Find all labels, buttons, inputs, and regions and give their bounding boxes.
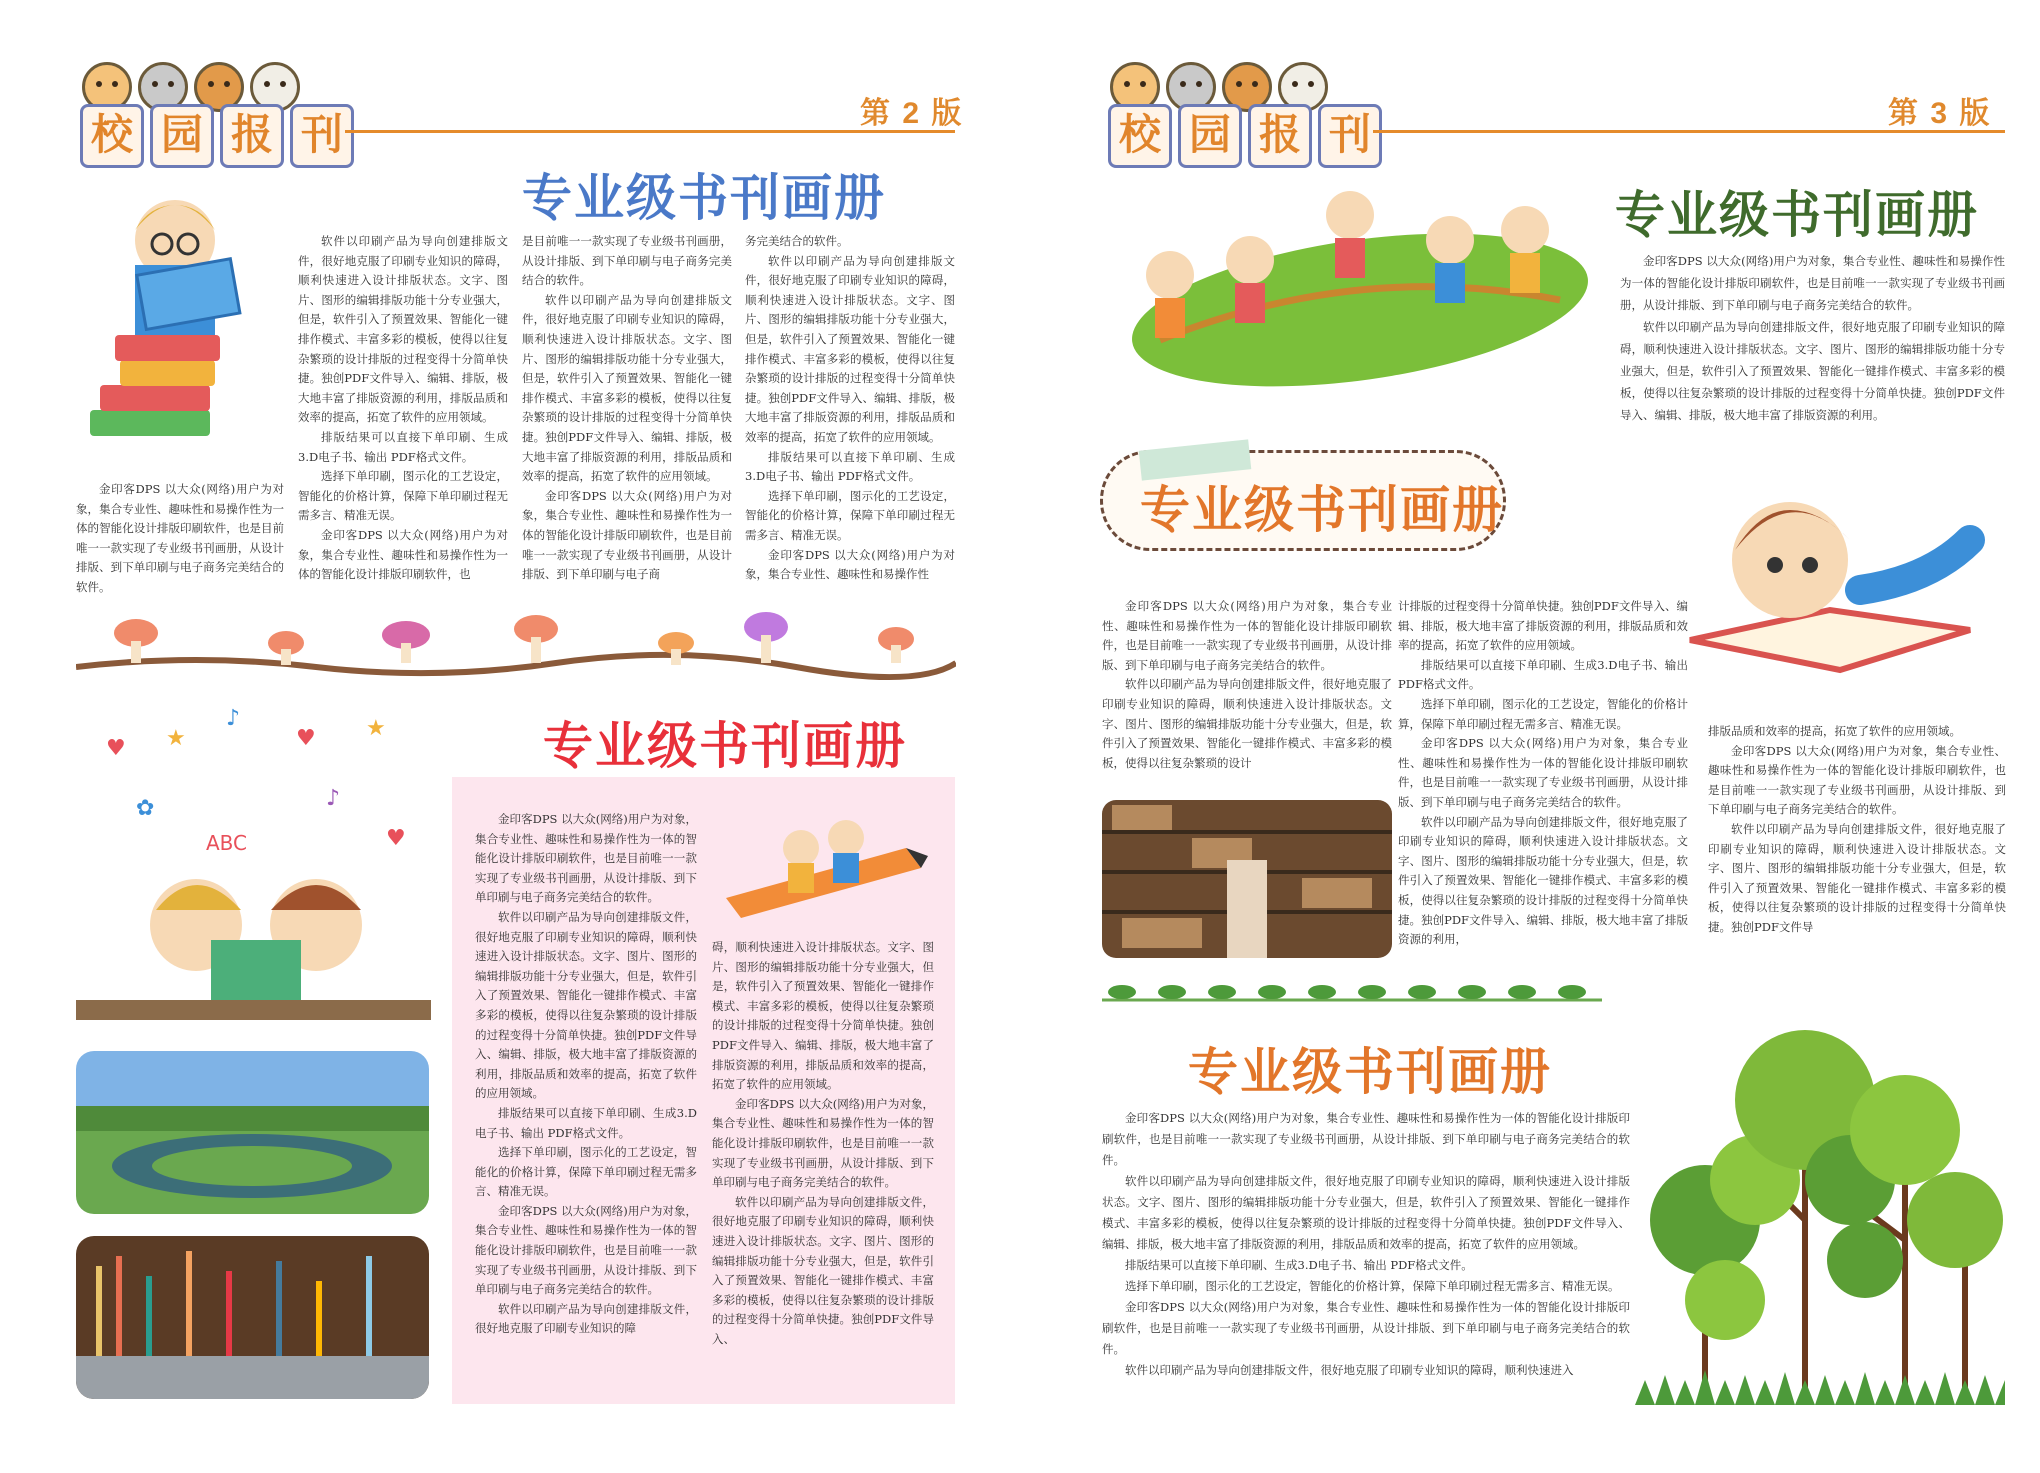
paragraph: 排版品质和效率的提高，拓宽了软件的应用领域。 (1708, 724, 1961, 738)
logo-char: 校 (1108, 104, 1172, 168)
paragraph: 金印客DPS 以大众(网络)用户为对象，集合专业性、趣味性和易操作性为一体的智能化设计排版印刷软件，也是目前唯一一款实现了专业级书刊画册，从设计排版、到下单印刷与电子商务完美结合的软件。 (1102, 1111, 1630, 1167)
svg-text:♥: ♥ (106, 736, 126, 761)
paragraph: 选择下单印刷，图示化的工艺设定，智能化的价格计算，保障下单印刷过程无需多言、精准无误。 (1125, 1279, 1620, 1293)
students-field-photo (76, 1051, 429, 1214)
article-column (76, 480, 284, 598)
paragraph: 金印客DPS 以大众(网络)用户为对象，集合专业性、趣味性和易操作性为一体的智能化设计排版印刷软件，也是目前唯一一款实现了专业级书刊画册，从设计排版、到下单印刷与电子商 (522, 488, 732, 582)
logo-char: 刊 (1318, 104, 1382, 168)
edition-label: 第 2 版 (860, 97, 964, 130)
art-supplies-photo (76, 1236, 429, 1399)
paragraph: 选择下单印刷，图示化的工艺设定，智能化的价格计算，保障下单印刷过程无需多言、精准无误。 (298, 469, 508, 523)
paragraph: 选择下单印刷，图示化的工艺设定，智能化的价格计算，保障下单印刷过程无需多言、精准无误。 (475, 1145, 697, 1199)
paragraph: 排版结果可以直接下单印刷、生成3.D电子书、输出 PDF格式文件。 (475, 1105, 697, 1140)
paragraph: 金印客DPS 以大众(网络)用户为对象，集合专业性、趣味性和易操作性为一体的智能化设计排版印刷软件，也是目前唯一一款实现了专业级书刊画册，从设计排版、到下单印刷与电子商务完美结合的软件。 (1708, 743, 2006, 817)
paragraph: 选择下单印刷，图示化的工艺设定，智能化的价格计算，保障下单印刷过程无需多言、精准无误。 (1398, 696, 1688, 731)
paragraph: 软件以印刷产品为导向创建排版文件，很好地克服了印刷专业知识的障碍，顺利快速进入 (1125, 1363, 1574, 1377)
paragraph: 金印客DPS 以大众(网络)用户为对象，集合专业性、趣味性和易操作性为一体的智能化设计排版印刷软件，也是目前唯一一款实现了专业级书刊画册，从设计排版、到下单印刷与电子商务完美结合的软件。 (1102, 1300, 1630, 1356)
paragraph: 金印客DPS 以大众(网络)用户为对象，集合专业性、趣味性和易操作性为一体的智能化设计排版印刷软件，也是目前唯一一款实现了专业级书刊画册，从设计排版、到下单印刷与电子商务完美结合的软件。 (475, 1203, 697, 1297)
paragraph: 金印客DPS 以大众(网络)用户为对象，集合专业性、趣味性和易操作性为一体的智能化设计排版印刷软件，也是目前唯一一款实现了专业级书刊画册，从设计排版、到下单印刷与电子商务完美结合的软件。 (1620, 254, 2005, 312)
kids-on-pencil-illustration (706, 808, 931, 928)
paragraph: 金印客DPS 以大众(网络)用户为对象，集合专业性、趣味性和易操作性为一体的智能化设计排版印刷软件，也是目前唯一一款实现了专业级书刊画册，从设计排版、到下单印刷与电子商务完美结合的软件。 (475, 812, 697, 905)
paragraph: 软件以印刷产品为导向创建排版文件，很好地克服了印刷专业知识的障碍，顺利快速进入设计排版状态。文字、图片、图形的编辑排版功能十分专业强大，但是，软件引入了预置效果、智能化一键排作模式、丰富多彩的模板，使得以往复杂繁琐的设计排版的过程变得十分简单快捷。独创PDF文件导入、编辑、排版，极大地丰富了排版资源的利用，排版品质和效率的提高，拓宽了软件的应用领域。 (1102, 1174, 1630, 1251)
logo-char: 刊 (290, 104, 354, 168)
paragraph: 金印客DPS 以大众(网络)用户为对象，集合专业性、趣味性和易操作性为一体的智能化设计排版印刷软件，也是目前唯一一款实现了专业级书刊画册，从设计排版、到下单印刷与电子商务完美结合的软件。 (1398, 736, 1688, 809)
paragraph: 计排版的过程变得十分简单快捷。独创PDF文件导入、编辑、排版，极大地丰富了排版资源的利用，排版品质和效率的提高，拓宽了软件的应用领域。 (1398, 599, 1688, 653)
paragraph: 金印客DPS 以大众(网络)用户为对象，集合专业性、趣味性和易操作性 (745, 547, 955, 582)
paragraph: 软件以印刷产品为导向创建排版文件，很好地克服了印刷专业知识的障碍，顺利快速进入设计排版状态。文字、图片、图形的编辑排版功能十分专业强大，但是，软件引入了预置效果、智能化一键排作模式、丰富多彩的模板，使得以往复杂繁琐的设计排版的过程变得十分简单快捷。独创PDF文件导 (1708, 821, 2006, 934)
article-column (745, 232, 955, 585)
svg-text:✿: ✿ (136, 796, 155, 821)
paragraph: 软件以印刷产品为导向创建排版文件，很好地克服了印刷专业知识的障碍，顺利快速进入设计排版状态。文字、图片、图形的编辑排版功能十分专业强大，但是，软件引入了预置效果、智能化一键排作模式、丰富多彩的模板，使得以往复杂繁琐的设计 (1102, 677, 1392, 770)
paragraph: 碍，顺利快速进入设计排版状态。文字、图片、图形的编辑排版功能十分专业强大，但是，软件引入了预置效果、智能化一键排作模式、丰富多彩的模板，使得以往复杂繁琐的设计排版的过程变得十分简单快捷。独创PDF文件导入、编辑、排版，极大地丰富了排版资源的利用，排版品质和效率的提高，拓宽了软件的应用领域。 (712, 940, 934, 1092)
logo-char: 园 (1178, 104, 1242, 168)
boy-reading-illustration (80, 180, 270, 455)
logo-char: 报 (1248, 104, 1312, 168)
boy-lying-reading-illustration (1670, 470, 1990, 700)
edition-label: 第 3 版 (1888, 97, 1992, 130)
mushroom-divider (76, 605, 956, 685)
paragraph: 软件以印刷产品为导向创建排版文件，很好地克服了印刷专业知识的障碍，顺利快速进入设计排版状态。文字、图片、图形的编辑排版功能十分专业强大，但是，软件引入了预置效果、智能化一键排作模式、丰富多彩的模板，使得以往复杂繁琐的设计排版的过程变得十分简单快捷。独创PDF文件导入、编辑、排版，极大地丰富了排版资源的利用，排版品质和效率的提高，拓宽了软件的应用领域。 (522, 292, 732, 484)
paragraph: 软件以印刷产品为导向创建排版文件，很好地克服了印刷专业知识的障碍，顺利快速进入设计排版状态。文字、图片、图形的编辑排版功能十分专业强大，但是，软件引入了预置效果、智能化一键排作模式、丰富多彩的模板，使得以往复杂繁琐的设计排版的过程变得十分简单快捷。独创PDF文件导入、 (712, 1194, 934, 1346)
paragraph: 软件以印刷产品为导向创建排版文件，很好地克服了印刷专业知识的障碍，顺利快速进入设计排版状态。文字、图片、图形的编辑排版功能十分专业强大，但是，软件引入了预置效果、智能化一键排作模式、丰富多彩的模板，使得以往复杂繁琐的设计排版的过程变得十分简单快捷。独创PDF文件导入、编辑、排版，极大地丰富了排版资源的利用， (1398, 814, 1688, 947)
paragraph: 选择下单印刷，图示化的工艺设定，智能化的价格计算，保障下单印刷过程无需多言、精准无误。 (745, 488, 955, 542)
svg-text:♥: ♥ (386, 826, 406, 851)
headline: 专业级书刊画册 (1615, 186, 1979, 244)
paragraph: 金印客DPS 以大众(网络)用户为对象，集合专业性、趣味性和易操作性为一体的智能化设计排版印刷软件，也是目前唯一一款实现了专业级书刊画册，从设计排版、到下单印刷与电子商务完美结合的软件。 (1102, 599, 1392, 672)
article-column (522, 232, 732, 585)
logo-char: 园 (150, 104, 214, 168)
masthead-logo (80, 104, 354, 168)
paragraph: 是目前唯一一款实现了专业级书刊画册，从设计排版、到下单印刷与电子商务完美结合的软件。 (522, 234, 732, 288)
article-column (1620, 250, 2005, 426)
kids-reading-illustration (76, 685, 431, 1020)
headline: 专业级书刊画册 (1140, 481, 1504, 539)
paragraph: 金印客DPS 以大众(网络)用户为对象，集合专业性、趣味性和易操作性为一体的智能化设计排版印刷软件，也是目前唯一一款实现了专业级书刊画册，从设计排版、到下单印刷与电子商务完美结合的软件。 (712, 1096, 934, 1190)
page-3 (1020, 0, 2040, 1473)
masthead-logo (1108, 104, 1382, 168)
paragraph: 软件以印刷产品为导向创建排版文件，很好地克服了印刷专业知识的障碍，顺利快速进入设计排版状态。文字、图片、图形的编辑排版功能十分专业强大，但是，软件引入了预置效果、智能化一键排作模式、丰富多彩的模板，使得以往复杂繁琐的设计排版的过程变得十分简单快捷。独创PDF文件导入、编辑、排版，极大地丰富了排版资源的利用，排版品质和效率的提高，拓宽了软件的应用领域。 (475, 909, 697, 1101)
tug-of-war-illustration (1120, 180, 1595, 415)
paragraph: 排版结果可以直接下单印刷、生成3.D电子书、输出 PDF格式文件。 (298, 429, 508, 464)
paragraph: 软件以印刷产品为导向创建排版文件，很好地克服了印刷专业知识的障碍，顺利快速进入设计排版状态。文字、图片、图形的编辑排版功能十分专业强大，但是，软件引入了预置效果、智能化一键排作模式、丰富多彩的模板，使得以往复杂繁琐的设计排版的过程变得十分简单快捷。独创PDF文件导入、编辑、排版，极大地丰富了排版资源的利用，排版品质和效率的提高，拓宽了软件的应用领域。 (298, 234, 508, 425)
article-column (1102, 1108, 1630, 1381)
svg-text:★: ★ (366, 716, 386, 741)
svg-text:♪: ♪ (226, 706, 241, 731)
paragraph: 排版结果可以直接下单印刷、生成3.D电子书、输出 PDF格式文件。 (1125, 1258, 1473, 1272)
paragraph: 软件以印刷产品为导向创建排版文件，很好地克服了印刷专业知识的障 (475, 1301, 697, 1336)
svg-text:♪: ♪ (326, 786, 341, 811)
article-column (1708, 722, 2006, 938)
paragraph: 务完美结合的软件。 (745, 234, 849, 248)
logo-char: 报 (220, 104, 284, 168)
leaves-divider (1102, 975, 1602, 1015)
trees-illustration (1635, 1020, 2005, 1405)
headline: 专业级书刊画册 (1188, 1043, 1552, 1101)
article-column (298, 232, 508, 585)
paragraph: 金印客DPS 以大众(网络)用户为对象，集合专业性、趣味性和易操作性为一体的智能化设计排版印刷软件，也 (298, 527, 508, 582)
paragraph: 金印客DPS 以大众(网络)用户为对象，集合专业性、趣味性和易操作性为一体的智能化设计排版印刷软件，也是目前唯一一款实现了专业级书刊画册，从设计排版、到下单印刷与电子商务完美结合的软件。 (76, 482, 284, 594)
paragraph: 软件以印刷产品为导向创建排版文件，很好地克服了印刷专业知识的障碍，顺利快速进入设计排版状态。文字、图片、图形的编辑排版功能十分专业强大，但是，软件引入了预置效果、智能化一键排作模式、丰富多彩的模板，使得以往复杂繁琐的设计排版的过程变得十分简单快捷。独创PDF文件导入、编辑、排版，极大地丰富了排版资源的利用。 (1620, 320, 2005, 422)
svg-text:★: ★ (166, 726, 186, 751)
article-column (475, 810, 697, 1339)
article-column (1102, 597, 1392, 773)
paragraph: 排版结果可以直接下单印刷、生成3.D电子书、输出 PDF格式文件。 (1398, 657, 1688, 692)
library-photo (1102, 800, 1392, 958)
paragraph: 排版结果可以直接下单印刷、生成3.D电子书、输出 PDF格式文件。 (745, 449, 955, 484)
headline: 专业级书刊画册 (522, 169, 886, 227)
svg-text:♥: ♥ (296, 726, 316, 751)
svg-text:ABC: ABC (206, 831, 248, 855)
paragraph: 软件以印刷产品为导向创建排版文件，很好地克服了印刷专业知识的障碍，顺利快速进入设计排版状态。文字、图片、图形的编辑排版功能十分专业强大，但是，软件引入了预置效果、智能化一键排作模式、丰富多彩的模板，使得以往复杂繁琐的设计排版的过程变得十分简单快捷。独创PDF文件导入、编辑、排版，极大地丰富了排版资源的利用，排版品质和效率的提高，拓宽了软件的应用领域。 (745, 253, 955, 444)
article-column (712, 938, 934, 1349)
headline: 专业级书刊画册 (543, 717, 907, 775)
logo-char: 校 (80, 104, 144, 168)
article-column (1398, 597, 1688, 950)
